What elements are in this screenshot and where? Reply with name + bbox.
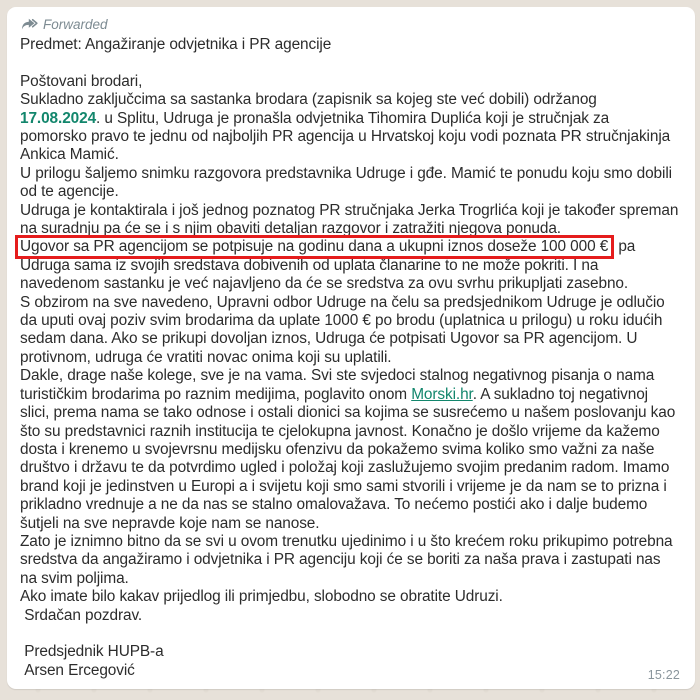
text-run: Dakle, drage naše kolege, sve je na vama. Svi ste svjedoci stalnog negativnog pisanja o nama turističkim brodarima po raznim medijima, poglavito onom — [20, 367, 659, 403]
text-run: Srdačan pozdrav. — [20, 606, 143, 624]
forwarded-label: Forwarded — [43, 17, 108, 32]
morski-link[interactable]: Morski.hr — [411, 385, 473, 403]
message-paragraph — [20, 91, 679, 165]
message-paragraph — [20, 201, 683, 239]
text-run: Sukladno zaključcima sa sastanka brodara (zapisnik sa kojeg ste već dobili) održanog — [20, 91, 601, 109]
text-run: Predsjednik HUPB-a — [20, 643, 164, 661]
message-paragraph — [20, 294, 679, 368]
red-box-highlight: Ugovor sa PR agencijom se potpisuje na godinu dana a ukupni iznos doseže 100 000 € — [15, 235, 614, 259]
message-paragraph — [20, 625, 679, 643]
timestamp: 15:22 — [647, 668, 680, 682]
message-bubble — [7, 7, 695, 689]
message-paragraph — [20, 238, 679, 293]
forward-arrow-icon — [21, 18, 38, 32]
text-run: Poštovani brodari, — [20, 72, 143, 90]
forwarded-row — [21, 16, 679, 33]
date-highlight: 17.08.2024 — [20, 109, 97, 127]
text-run: S obzirom na sve navedeno, Upravni odbor Udruge na čelu sa predsjednikom Udruge je odlučio da uputi ovaj poziv svim brodarima da uplate 1000 € po brodu (uplatnica u prilogu) u roku idućih sedam dana. Ako se prikupi dovoljan iznos, Udruga će potpisati Ugovor sa PR agencijom. U protivnom, udruga će vratiti novac onima koji su uplatili. — [20, 293, 669, 366]
text-run: . A sukladno toj negativnoj slici, prema nama se tako odnose i ostali dionici sa kojima se susrećemo u našem poslovanju kao što su predstavnici raznih institucija te cjelokupna javnost. Konačno je došlo vrijeme da kažemo dosta i krenemo u svojevrsnu medijsku ofenzivu da pokažemo svima koliko smo važni za naše društvo i državu te da potvrdimo ugled i položaj koji zaslužujemo svojim predanim radom. Imamo brand koji je jedinstven u Europi a i svijetu koji smo sami stvorili i vrijeme je da nam se to prizna i prikladno vrednuje a ne da nas se stalno omalovažava. To nećemo postići ako i dalje budemo šutjeli na sve nepravde koje nam se nanose. — [20, 385, 680, 532]
message-paragraph — [20, 607, 679, 625]
text-run: Udruga je kontaktirala i još jednog poznatog PR stručnjaka Jerka Trogrlića koji je također spreman na suradnju pa će se i s njim obaviti detaljan razgovor i zatražiti njegova ponuda. — [20, 201, 683, 238]
text-run: . u Splitu, Udruga je pronašla odvjetnika Tihomira Duplića koji je stručnjak za pomorsko pravo te jednu od najboljih PR agencija u Hrvatskoj koju vodi poznata PR stručnjakinja Ankica Mamić. — [20, 109, 674, 164]
text-run: U prilogu šaljemo snimku razgovora predstavnika Udruge i gđe. Mamić te ponudu koju smo dobili od te agencije. — [20, 164, 677, 201]
message-paragraph — [20, 643, 679, 661]
message-paragraph — [20, 662, 679, 680]
subject-line: Predmet: Angažiranje odvjetnika i PR agencije — [20, 36, 332, 53]
message-paragraph — [20, 367, 679, 533]
text-run: Ako imate bilo kakav prijedlog ili primjedbu, slobodno se obratite Udruzi. — [20, 588, 503, 606]
message-paragraph — [20, 588, 679, 606]
text-run: pa Udruga sama iz svojih sredstava dobivenih od uplata članarine to ne može pokriti. I na navedenom sastanku je već najavljeno da će se sredstva za ovu svrhu prikupljati zasebno. — [20, 238, 640, 293]
message-paragraph — [20, 54, 679, 72]
message-paragraph — [20, 165, 679, 202]
text-run: Arsen Ercegović — [20, 661, 135, 679]
message-body — [20, 54, 683, 680]
message-paragraph — [20, 533, 679, 588]
text-run: Zato je iznimno bitno da se svi u ovom trenutku ujedinimo i u što krećem roku prikupimo potrebna sredstva da angažiramo i odvjetnika i PR agenciju koji će se boriti za naša prava i zastupati nas na svim poljima. — [20, 532, 677, 587]
message-paragraph — [20, 73, 679, 91]
